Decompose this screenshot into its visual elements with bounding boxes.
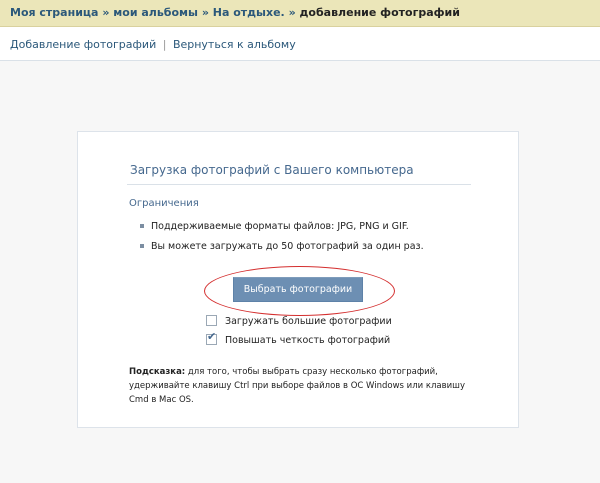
breadcrumb-separator: » [288,6,296,19]
hint-label: Подсказка: [129,367,186,377]
choose-photos-button[interactable]: Выбрать фотографии [233,277,363,302]
restriction-text: Поддерживаемые форматы файлов: JPG, PNG и GIF. [151,221,409,232]
option-sharpen-photos[interactable] [206,330,391,346]
sharpen-photos-label: Повышать четкость фотографий [225,335,391,346]
breadcrumb-link-album[interactable]: На отдыхе. [212,6,285,19]
title-divider [127,184,471,185]
option-large-photos[interactable] [206,316,392,327]
restriction-item [140,221,409,232]
large-photos-checkbox[interactable] [206,315,217,326]
breadcrumb-separator: » [201,6,209,19]
sharpen-photos-checkbox[interactable] [206,330,217,345]
back-to-album-link[interactable]: Вернуться к альбому [172,38,296,51]
page-header [0,27,600,61]
upload-title: Загрузка фотографий с Вашего компьютера [130,163,414,177]
breadcrumb-link-my-page[interactable]: Моя страница [10,6,99,19]
restriction-text: Вы можете загружать до 50 фотографий за один раз. [151,241,424,252]
restrictions-heading: Ограничения [129,198,199,209]
restriction-item [140,241,424,252]
tab-add-photos[interactable]: Добавление фотографий [10,38,157,51]
large-photos-label: Загружать большие фотографии [225,316,392,327]
breadcrumb-link-my-albums[interactable]: мои альбомы [113,6,198,19]
checkmark-icon: ✔ [207,330,217,343]
bullet-icon [140,244,144,248]
breadcrumb-current: добавление фотографий [299,6,460,19]
header-divider: | [162,38,167,51]
breadcrumb [0,0,600,27]
upload-panel [77,131,519,428]
hint-text [129,365,484,407]
breadcrumb-separator: » [102,6,110,19]
hint-body: для того, чтобы выбрать сразу несколько фотографий, удерживайте клавишу Ctrl при выборе файлов в ОС Windows или клавишу Cmd в Mac OS. [129,367,465,405]
bullet-icon [140,224,144,228]
